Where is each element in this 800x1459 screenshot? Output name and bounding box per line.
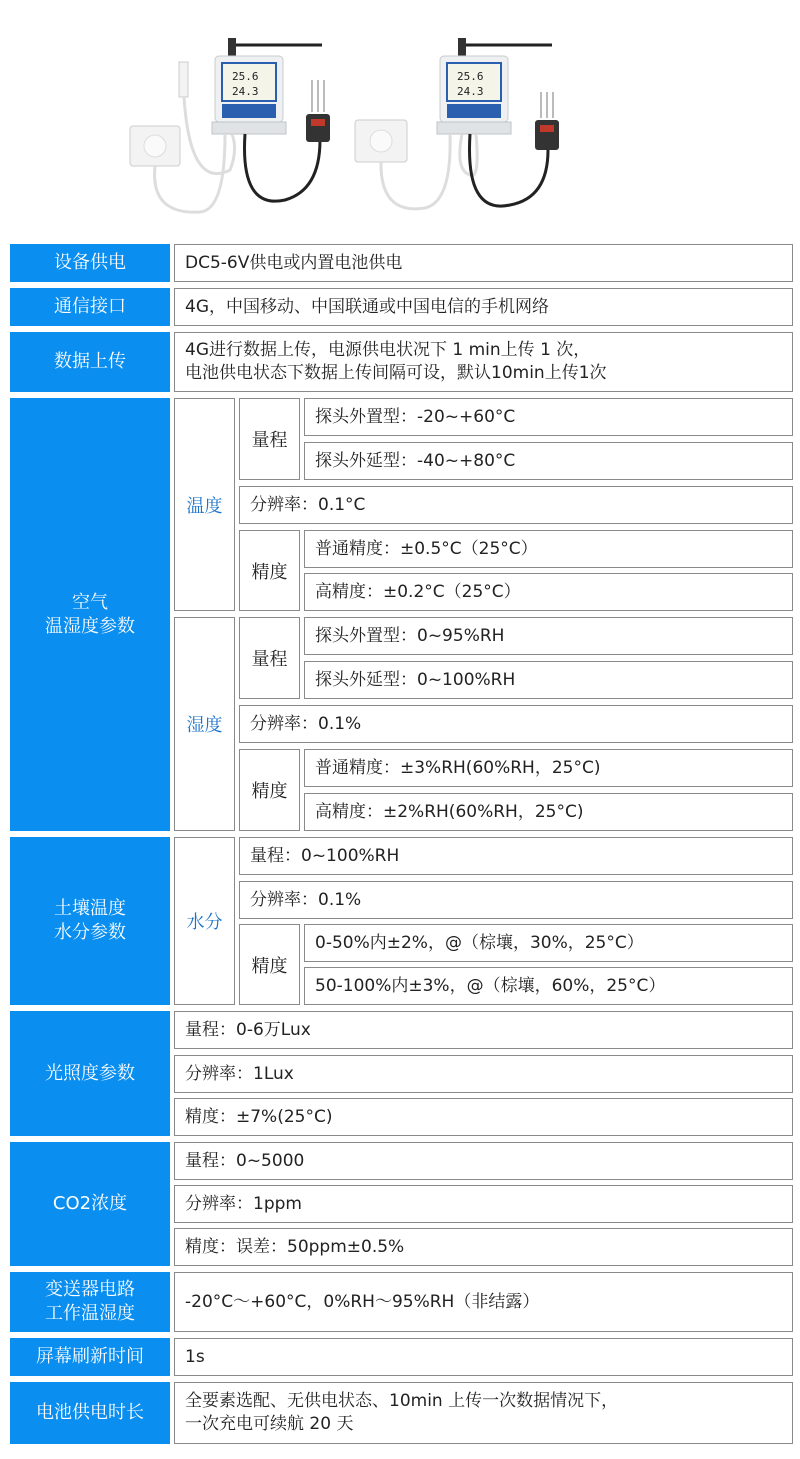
label-light: 光照度参数 <box>10 1011 170 1136</box>
svg-text:24.3: 24.3 <box>232 85 259 98</box>
label-upload: 数据上传 <box>10 332 170 392</box>
soil-resolution: 分辨率：0.1% <box>239 881 793 919</box>
product-image <box>0 0 800 236</box>
soil-accuracy-1: 0-50%内±2%，@（棕壤，30%，25°C） <box>304 924 793 962</box>
sub-hum: 湿度 <box>174 617 235 831</box>
hum-range-label: 量程 <box>239 617 300 699</box>
value-upload: 4G进行数据上传，电源供电状况下 1 min上传 1 次， 电池供电状态下数据上传间隔可设，默认10min上传1次 <box>174 332 793 392</box>
label-co2: CO2浓度 <box>10 1142 170 1266</box>
temp-range-label: 量程 <box>239 398 300 480</box>
label-transmitter: 变送器电路 工作温湿度 <box>10 1272 170 1332</box>
hum-range-2: 探头外延型：0~100%RH <box>304 661 793 699</box>
value-power: DC5-6V供电或内置电池供电 <box>174 244 793 282</box>
device-right <box>355 38 559 209</box>
label-battery: 电池供电时长 <box>10 1382 170 1444</box>
svg-text:25.6: 25.6 <box>457 70 484 83</box>
co2-accuracy: 精度：误差：50ppm±0.5% <box>174 1228 793 1266</box>
svg-text:24.3: 24.3 <box>457 85 484 98</box>
device-left <box>130 38 330 212</box>
temp-resolution: 分辨率：0.1°C <box>239 486 793 524</box>
temp-accuracy-label: 精度 <box>239 530 300 611</box>
label-comm: 通信接口 <box>10 288 170 326</box>
temp-range-2: 探头外延型：-40~+80°C <box>304 442 793 480</box>
soil-accuracy-label: 精度 <box>239 924 300 1005</box>
temp-accuracy-2: 高精度：±0.2°C（25°C） <box>304 573 793 611</box>
value-comm: 4G，中国移动、中国联通或中国电信的手机网络 <box>174 288 793 326</box>
value-refresh: 1s <box>174 1338 793 1376</box>
soil-range: 量程：0~100%RH <box>239 837 793 875</box>
value-transmitter: -20°C～+60°C，0%RH～95%RH（非结露） <box>174 1272 793 1332</box>
hum-accuracy-2: 高精度：±2%RH(60%RH，25°C) <box>304 793 793 831</box>
value-battery: 全要素选配、无供电状态、10min 上传一次数据情况下， 一次充电可续航 20 天 <box>174 1382 793 1444</box>
temp-range-1: 探头外置型：-20~+60°C <box>304 398 793 436</box>
label-refresh: 屏幕刷新时间 <box>10 1338 170 1376</box>
hum-accuracy-1: 普通精度：±3%RH(60%RH，25°C) <box>304 749 793 787</box>
light-accuracy: 精度：±7%(25°C) <box>174 1098 793 1136</box>
sub-temp: 温度 <box>174 398 235 611</box>
light-resolution: 分辨率：1Lux <box>174 1055 793 1093</box>
hum-resolution: 分辨率：0.1% <box>239 705 793 743</box>
temp-accuracy-1: 普通精度：±0.5°C（25°C） <box>304 530 793 568</box>
sub-moisture: 水分 <box>174 837 235 1005</box>
light-range: 量程：0-6万Lux <box>174 1011 793 1049</box>
soil-accuracy-2: 50-100%内±3%，@（棕壤，60%，25°C） <box>304 967 793 1005</box>
co2-resolution: 分辨率：1ppm <box>174 1185 793 1223</box>
hum-range-1: 探头外置型：0~95%RH <box>304 617 793 655</box>
label-air: 空气 温湿度参数 <box>10 398 170 831</box>
label-power: 设备供电 <box>10 244 170 282</box>
hum-accuracy-label: 精度 <box>239 749 300 831</box>
svg-text:25.6: 25.6 <box>232 70 259 83</box>
label-soil: 土壤温度 水分参数 <box>10 837 170 1005</box>
co2-range: 量程：0~5000 <box>174 1142 793 1180</box>
